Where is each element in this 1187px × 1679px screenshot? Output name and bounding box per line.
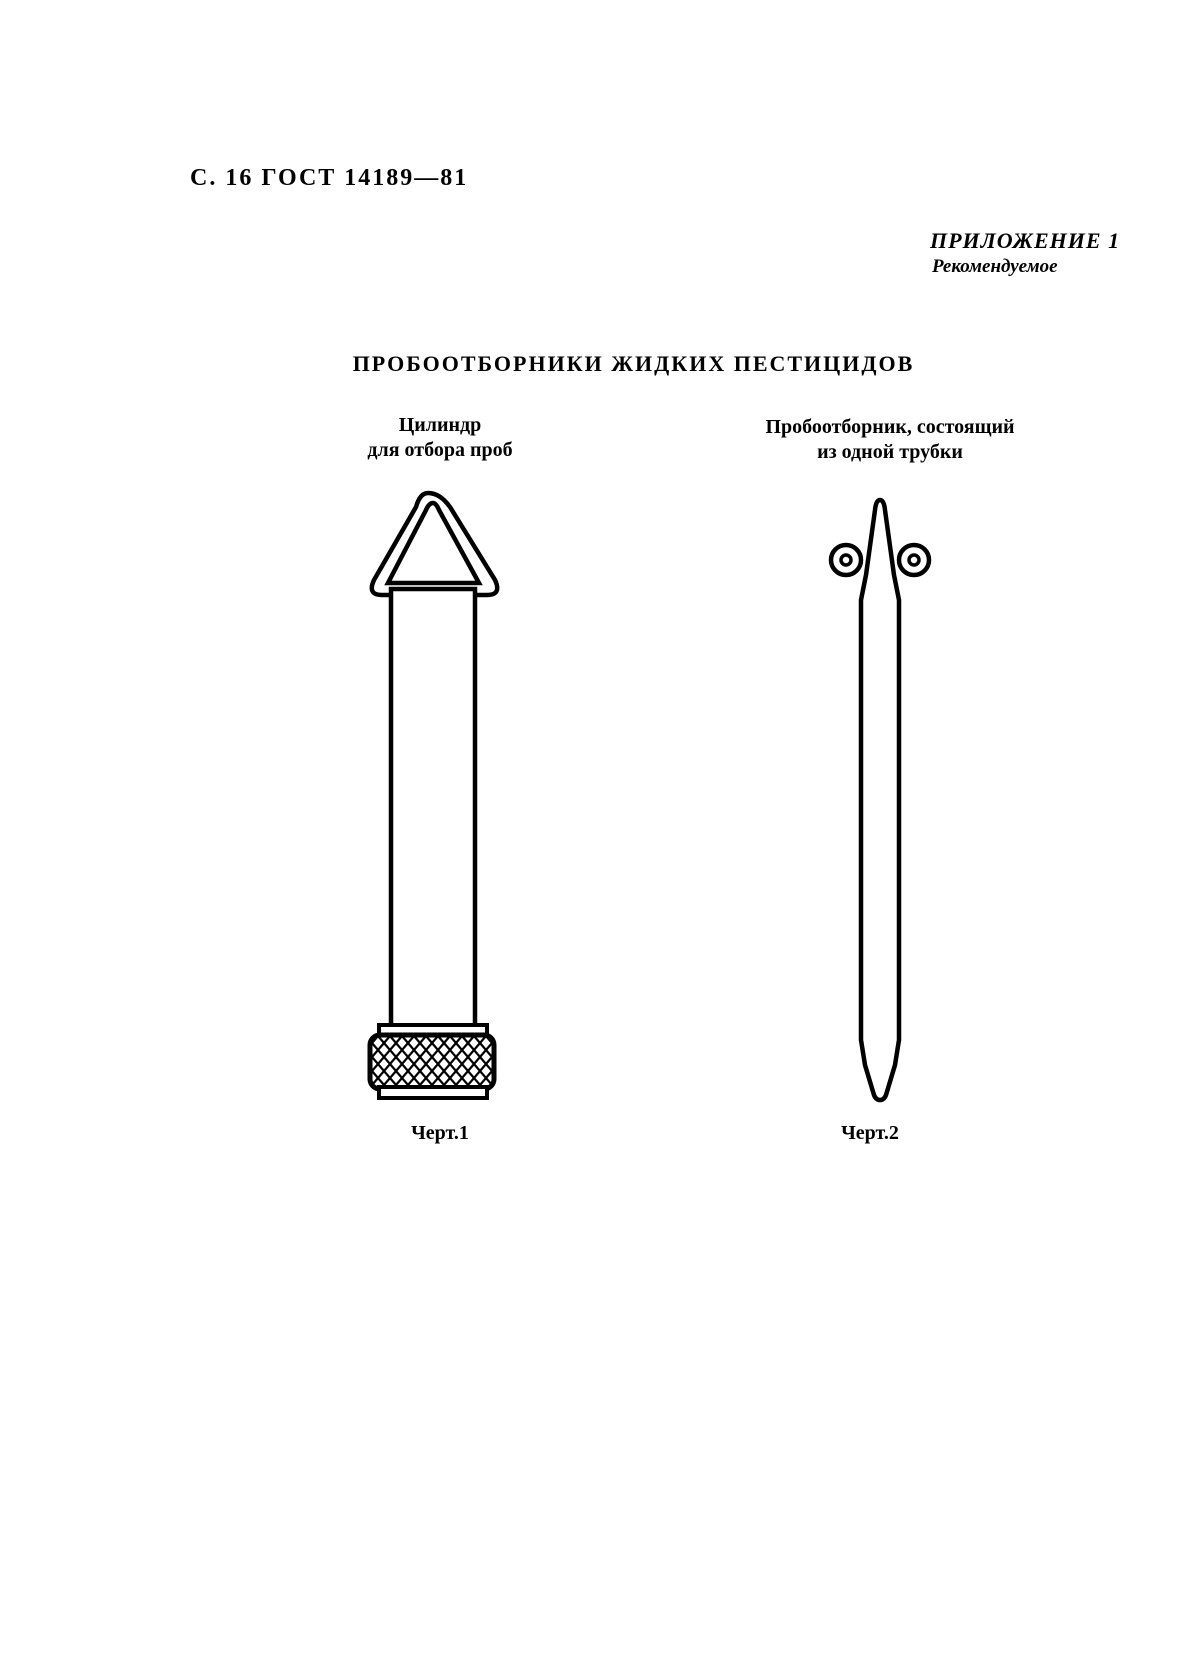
sampling-cylinder-drawing [370,493,497,1098]
figure-1-caption-line-1: Цилиндр [398,414,482,436]
page-header: С. 16 ГОСТ 14189—81 [190,165,469,191]
sampler-left-eyelet [831,545,861,575]
section-title: ПРОБООТБОРНИКИ ЖИДКИХ ПЕСТИЦИДОВ [352,351,915,376]
cylinder-cap-bottom-ring [379,1087,487,1098]
figure-2-label: Черт.2 [841,1122,899,1144]
sampler-right-eyelet [899,545,929,575]
figure-2-caption-line-2: из одной трубки [817,441,963,463]
figure-2-caption-line-1: Пробоотборник, состоящий [765,416,1015,438]
cylinder-handle [372,493,497,595]
single-tube-sampler-drawing [831,500,929,1100]
cylinder-knurled-cap [370,1035,494,1089]
sampler-tube [861,500,899,1100]
appendix-label: ПРИЛОЖЕНИЕ 1 [930,228,1121,253]
figure-1-caption-line-2: для отбора проб [367,439,513,461]
cylinder-body [391,589,475,1028]
appendix-status: Рекомендуемое [932,256,1058,277]
figure-1-label: Черт.1 [411,1122,469,1144]
